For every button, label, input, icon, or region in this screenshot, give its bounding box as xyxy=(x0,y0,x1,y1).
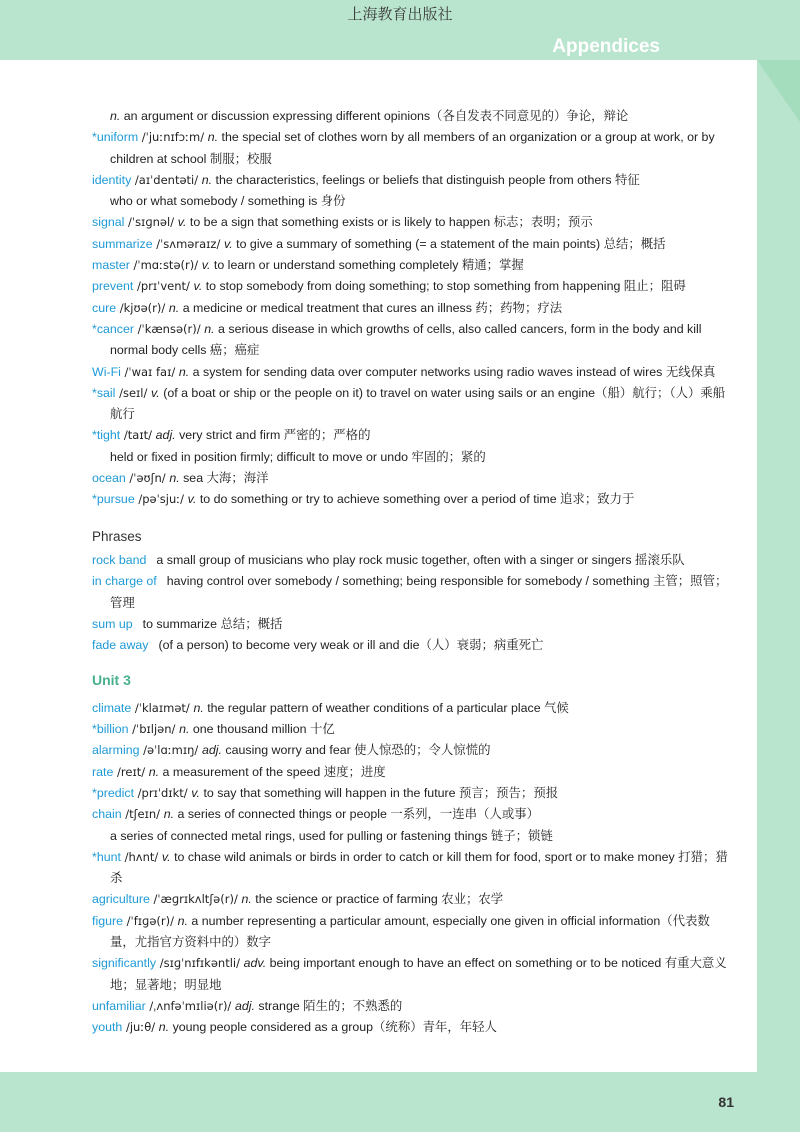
phrase-definition: a small group of musicians who play rock music together, often with a singer or singers 摇滚乐队 xyxy=(156,552,685,567)
vocab-entry xyxy=(92,953,732,996)
entry-part-of-speech: v. xyxy=(151,385,160,400)
entry-definition: a number representing a particular amount, especially one given in official information（代表数量，尤指官方资料中的）数字 xyxy=(110,913,710,949)
entry-word: cure xyxy=(92,300,117,315)
entry-part-of-speech: v. xyxy=(193,279,203,294)
vocab-entry xyxy=(92,127,732,170)
phrase-entry xyxy=(92,635,732,656)
entry-word: *pursue xyxy=(92,492,135,507)
unit-title: Unit 3 xyxy=(92,672,131,689)
entry-part-of-speech: v. xyxy=(187,492,197,507)
entry-word: prevent xyxy=(92,279,134,294)
entry-phonetic: /ˈklaɪmət/ xyxy=(131,700,194,715)
entry-part-of-speech: n. xyxy=(169,471,180,486)
entry-phonetic: /prɪˈvent/ xyxy=(133,279,194,294)
entry-phonetic: /kjʊə(r)/ xyxy=(116,300,169,315)
phrase-entry xyxy=(92,571,732,614)
entry-definition: to do something or try to achieve something over a period of time 追求；致力于 xyxy=(196,492,635,507)
entry-word: climate xyxy=(92,700,132,715)
entry-word: *sail xyxy=(92,385,116,400)
entry-part-of-speech: n. xyxy=(177,913,188,928)
entry-definition: to give a summary of something (= a statement of the main points) 总结；概括 xyxy=(232,236,666,251)
vocab-entry xyxy=(92,1017,732,1038)
entry-phonetic: /ˈsʌməraɪz/ xyxy=(152,236,224,251)
entry-part-of-speech: n. xyxy=(158,1020,170,1035)
entry-part-of-speech: v. xyxy=(201,258,211,273)
entry-phonetic: /aɪˈdentəti/ xyxy=(131,172,202,187)
entry-definition: a medicine or medical treatment that cures an illness 药；药物；疗法 xyxy=(179,300,563,315)
vocab-entry xyxy=(92,383,732,426)
entry-definition: young people considered as a group（统称）青年，年轻人 xyxy=(169,1020,497,1035)
vocab-entry xyxy=(92,783,732,804)
phrase-definition: (of a person) to become very weak or ill and die（人）衰弱；病重死亡 xyxy=(158,638,544,653)
entry-definition: one thousand million 十亿 xyxy=(189,722,335,737)
entry-phonetic: /əˈlɑːmɪŋ/ xyxy=(139,743,202,758)
phrase-definition: having control over somebody / something; being responsible for somebody / something 主管；照管；管理 xyxy=(110,574,728,610)
entry-continuation xyxy=(92,191,732,212)
vocab-entry xyxy=(92,170,732,191)
entry-definition: to learn or understand something completely 精通；掌握 xyxy=(210,258,524,273)
vocab-entry xyxy=(92,889,732,910)
entry-definition: sea 大海；海洋 xyxy=(179,471,269,486)
phrase-text: sum up xyxy=(92,616,133,631)
entry-part-of-speech: v. xyxy=(191,785,200,800)
entry-definition: being important enough to have an effect on something or to be noticed 有重大意义地；显著地；明显地 xyxy=(110,956,727,992)
entry-word: ocean xyxy=(92,471,126,486)
entry-phonetic: /ˈmɑːstə(r)/ xyxy=(129,258,202,273)
entry-word: *hunt xyxy=(92,849,121,864)
entry-phonetic: /pəˈsjuː/ xyxy=(134,492,188,507)
entry-definition: causing worry and fear 使人惊恐的；令人惊慌的 xyxy=(221,743,491,758)
phrases-heading: Phrases xyxy=(92,528,142,544)
entry-phonetic: /ˌʌnfəˈmɪliə(r)/ xyxy=(145,998,235,1013)
entry-word: rate xyxy=(92,764,114,779)
entry-definition: a system for sending data over computer networks using radio waves instead of wires 无线保真 xyxy=(189,364,716,379)
entry-word: *tight xyxy=(92,428,121,443)
entry-phonetic: /ˈsɪɡnəl/ xyxy=(124,215,178,230)
entry-definition: the regular pattern of weather conditions of a particular place 气候 xyxy=(203,700,569,715)
vocab-entry xyxy=(92,255,732,276)
entry-definition: to be a sign that something exists or is likely to happen 标志；表明；预示 xyxy=(186,215,593,230)
glossary-content xyxy=(92,106,732,1038)
entry-phonetic: /ˈkænsə(r)/ xyxy=(134,321,205,336)
entry-word: alarming xyxy=(92,743,140,758)
vocab-entry xyxy=(92,996,732,1017)
entry-phonetic: /seɪl/ xyxy=(115,385,152,400)
entry-phonetic: /tʃeɪn/ xyxy=(121,807,164,822)
entry-definition: a serious disease in which growths of cells, also called cancers, form in the body and kill normal body cells 癌；癌症 xyxy=(110,321,702,358)
vocab-entry xyxy=(92,425,732,446)
entry-phonetic: /reɪt/ xyxy=(113,764,149,779)
vocab-entry xyxy=(92,468,732,489)
entry-word: chain xyxy=(92,807,122,822)
entry-continuation xyxy=(92,106,732,127)
phrase-entry xyxy=(92,550,732,571)
entry-phonetic: /ˈfɪɡə(r)/ xyxy=(123,913,178,928)
entry-part-of-speech: n. xyxy=(163,807,175,822)
vocab-entry xyxy=(92,847,732,890)
vocab-entry xyxy=(92,276,732,297)
vocab-entry xyxy=(92,804,732,825)
entry-definition: a series of connected things or people 一系列，一连串（人或事） xyxy=(174,807,540,822)
publisher-name: 上海教育出版社 xyxy=(347,5,453,23)
entry-definition: to chase wild animals or birds in order to catch or kill them for food, sport or to make money 打猎；猎杀 xyxy=(110,849,728,886)
entry-part-of-speech: n. xyxy=(168,300,180,315)
entry-phonetic: /juːθ/ xyxy=(122,1020,159,1035)
entry-definition: held or fixed in position firmly; difficult to move or undo 牢固的；紧的 xyxy=(110,449,486,464)
entry-part-of-speech: v. xyxy=(177,215,187,230)
entry-definition: strange 陌生的；不熟悉的 xyxy=(254,998,403,1013)
entry-part-of-speech: n. xyxy=(201,172,213,187)
vocab-entry xyxy=(92,212,732,233)
entry-definition: very strict and firm 严密的；严格的 xyxy=(175,428,371,443)
phrase-text: in charge of xyxy=(92,574,157,589)
phrase-text: fade away xyxy=(92,638,149,653)
entry-phonetic: /prɪˈdɪkt/ xyxy=(134,785,192,800)
entry-part-of-speech: adj. xyxy=(201,743,222,758)
entry-word: *cancer xyxy=(92,321,135,336)
vocab-entry xyxy=(92,234,732,255)
entry-continuation xyxy=(92,826,732,847)
entry-definition: the characteristics, feelings or beliefs that distinguish people from others 特征 xyxy=(212,172,640,187)
entry-word: unfamiliar xyxy=(92,998,146,1013)
entry-word: *billion xyxy=(92,722,129,737)
entry-word: identity xyxy=(92,172,132,187)
vocabulary-list xyxy=(92,106,732,511)
entry-definition: who or what somebody / something is 身份 xyxy=(110,194,346,209)
entry-definition: to say that something will happen in the future 预言；预告；预报 xyxy=(200,785,559,800)
entry-word: *predict xyxy=(92,785,135,800)
vocab-entry xyxy=(92,719,732,740)
page-number: 81 xyxy=(718,1094,734,1110)
entry-part-of-speech: n. xyxy=(241,892,252,907)
entry-part-of-speech: adj. xyxy=(234,998,255,1013)
entry-part-of-speech: adv. xyxy=(243,956,267,971)
entry-phonetic: /taɪt/ xyxy=(120,428,156,443)
entry-phonetic: /ˈjuːnɪfɔːm/ xyxy=(138,130,208,145)
entry-definition: a series of connected metal rings, used for pulling or fastening things 链子；锁链 xyxy=(110,828,553,843)
entry-word: *uniform xyxy=(92,130,139,145)
vocab-entry xyxy=(92,762,732,783)
entry-word: Wi-Fi xyxy=(92,364,121,379)
entry-word: signal xyxy=(92,215,125,230)
entry-part-of-speech: adj. xyxy=(155,428,176,443)
unit3-vocabulary-list xyxy=(92,698,732,1039)
entry-definition: the science or practice of farming 农业；农学 xyxy=(251,892,504,907)
phrase-definition: to summarize 总结；概括 xyxy=(142,616,283,631)
section-title: Appendices xyxy=(552,36,660,57)
entry-part-of-speech: n. xyxy=(110,109,121,123)
entry-part-of-speech: n. xyxy=(207,130,219,145)
entry-word: significantly xyxy=(92,956,157,971)
entry-word: agriculture xyxy=(92,892,150,907)
vocab-entry xyxy=(92,298,732,319)
vocab-entry xyxy=(92,698,732,719)
entry-phonetic: /ˈæɡrɪkʌltʃə(r)/ xyxy=(149,892,242,907)
entry-word: youth xyxy=(92,1020,123,1035)
entry-part-of-speech: v. xyxy=(223,236,233,251)
entry-part-of-speech: n. xyxy=(179,722,190,737)
vocab-entry xyxy=(92,740,732,761)
phrase-text: rock band xyxy=(92,552,147,567)
vocab-entry xyxy=(92,489,732,510)
entry-definition: the special set of clothes worn by all members of an organization or a group at work, or by children at school 制服；校服 xyxy=(110,130,715,166)
phrases-list xyxy=(92,550,732,656)
entry-part-of-speech: n. xyxy=(178,364,190,379)
entry-word: figure xyxy=(92,913,123,928)
entry-phonetic: /hʌnt/ xyxy=(120,849,162,864)
entry-part-of-speech: v. xyxy=(161,849,171,864)
entry-part-of-speech: n. xyxy=(204,321,215,336)
entry-phonetic: /ˈwaɪ faɪ/ xyxy=(120,364,179,379)
entry-phonetic: /ˈbɪljən/ xyxy=(128,722,180,737)
entry-continuation xyxy=(92,447,732,468)
entry-definition: (of a boat or ship or the people on it) to travel on water using sails or an engine（船）航行；（人）乘船航行 xyxy=(110,385,726,422)
vocab-entry xyxy=(92,319,732,362)
entry-part-of-speech: n. xyxy=(193,700,204,715)
entry-definition: a measurement of the speed 速度；进度 xyxy=(159,764,386,779)
entry-definition: to stop somebody from doing something; to stop something from happening 阻止；阻碍 xyxy=(202,279,686,294)
entry-word: summarize xyxy=(92,236,153,251)
entry-word: master xyxy=(92,258,130,273)
vocab-entry xyxy=(92,362,732,383)
vocab-entry xyxy=(92,911,732,954)
entry-phonetic: /sɪɡˈnɪfɪkəntli/ xyxy=(156,956,244,971)
page-corner-fold xyxy=(757,60,800,122)
entry-definition: an argument or discussion expressing different opinions（各自发表不同意见的）争论，辩论 xyxy=(120,109,629,123)
entry-phonetic: /ˈəʊʃn/ xyxy=(125,471,170,486)
phrase-entry xyxy=(92,614,732,635)
entry-part-of-speech: n. xyxy=(148,764,160,779)
